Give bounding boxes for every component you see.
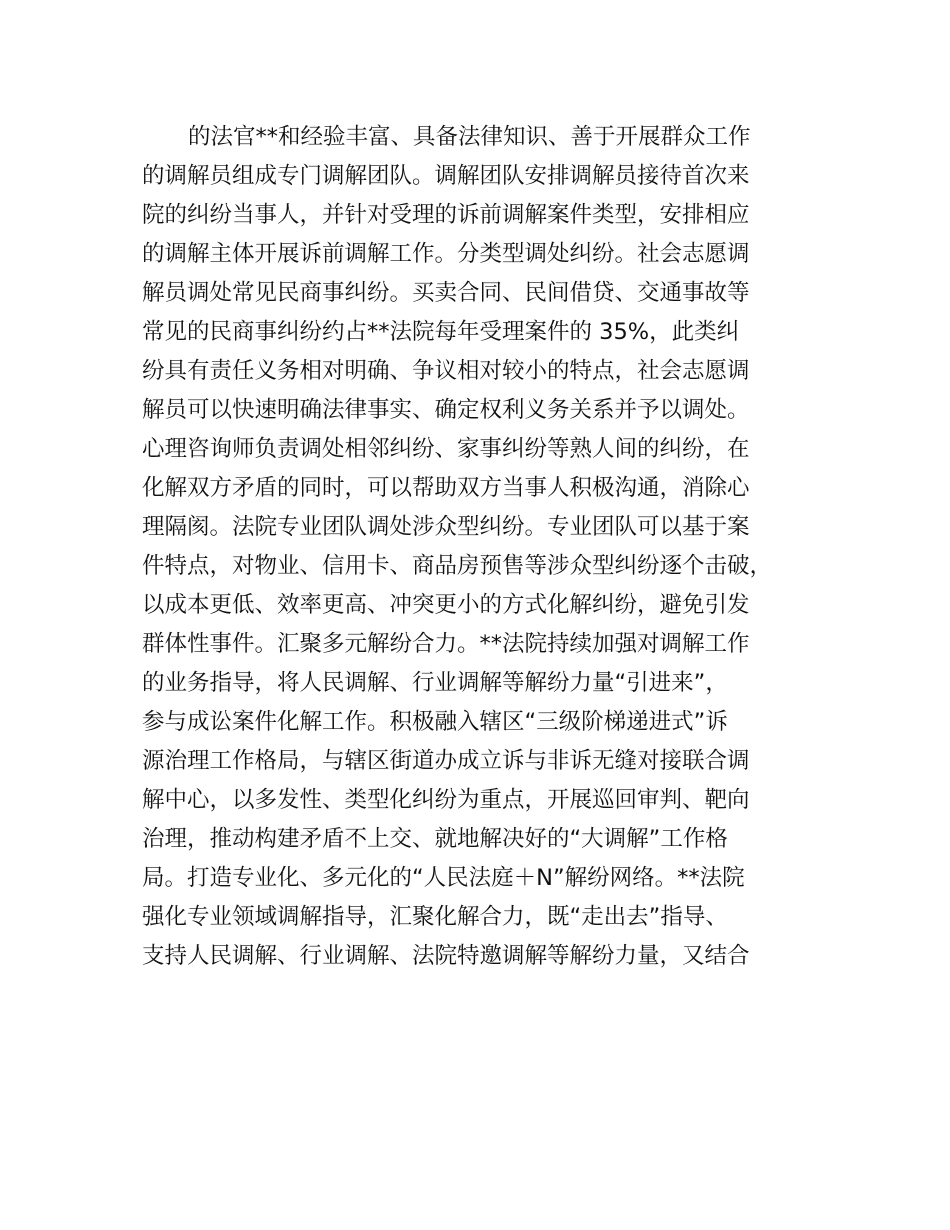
text-line: 常见的民商事纠纷约占**法院每年受理案件的 35%，此类纠 xyxy=(142,319,740,345)
text-line: 强化专业领域调解指导，汇聚化解合力，既“走出去”指导、 xyxy=(142,904,728,930)
text-line: 解员可以快速明确法律事实、确定权利义务关系并予以调处。 xyxy=(142,397,750,423)
text-line: 件特点，对物业、信用卡、商品房预售等涉众型纠纷逐个击破， xyxy=(142,553,773,579)
text-line: 院的纠纷当事人，并针对受理的诉前调解案件类型，安排相应 xyxy=(142,202,750,228)
text-line: 源治理工作格局，与辖区街道办成立诉与非诉无缝对接联合调 xyxy=(142,748,750,774)
text-line: 的业务指导，将人民调解、行业调解等解纷力量“引进来”， xyxy=(142,670,728,696)
text-line: 群体性事件。汇聚多元解纷合力。**法院持续加强对调解工作 xyxy=(142,631,750,657)
text-line: 心理咨询师负责调处相邻纠纷、家事纠纷等熟人间的纠纷，在 xyxy=(142,436,750,462)
text-line: 解员调处常见民商事纠纷。买卖合同、民间借贷、交通事故等 xyxy=(142,280,750,306)
text-line: 的调解员组成专门调解团队。调解团队安排调解员接待首次来 xyxy=(142,163,750,189)
text-line: 支持人民调解、行业调解、法院特邀调解等解纷力量，又结合 xyxy=(142,943,750,969)
text-line: 的调解主体开展诉前调解工作。分类型调处纠纷。社会志愿调 xyxy=(142,241,750,267)
text-line: 理隔阂。法院专业团队调处涉众型纠纷。专业团队可以基于案 xyxy=(142,514,750,540)
text-line: 以成本更低、效率更高、冲突更小的方式化解纠纷，避免引发 xyxy=(142,592,750,618)
text-line: 参与成讼案件化解工作。积极融入辖区“三级阶梯递进式”诉 xyxy=(142,709,728,735)
text-line: 化解双方矛盾的同时，可以帮助双方当事人积极沟通，消除心 xyxy=(142,475,750,501)
text-line: 治理，推动构建矛盾不上交、就地解决好的“大调解”工作格 xyxy=(142,826,728,852)
text-line: 纷具有责任义务相对明确、争议相对较小的特点，社会志愿调 xyxy=(142,358,750,384)
body-paragraph xyxy=(142,118,842,976)
text-line: 的法官**和经验丰富、具备法律知识、善于开展群众工作 xyxy=(188,124,751,150)
text-line: 局。打造专业化、多元化的“人民法庭＋N”解纷网络。**法院 xyxy=(142,865,745,891)
text-line: 解中心，以多发性、类型化纠纷为重点，开展巡回审判、靶向 xyxy=(142,787,750,813)
